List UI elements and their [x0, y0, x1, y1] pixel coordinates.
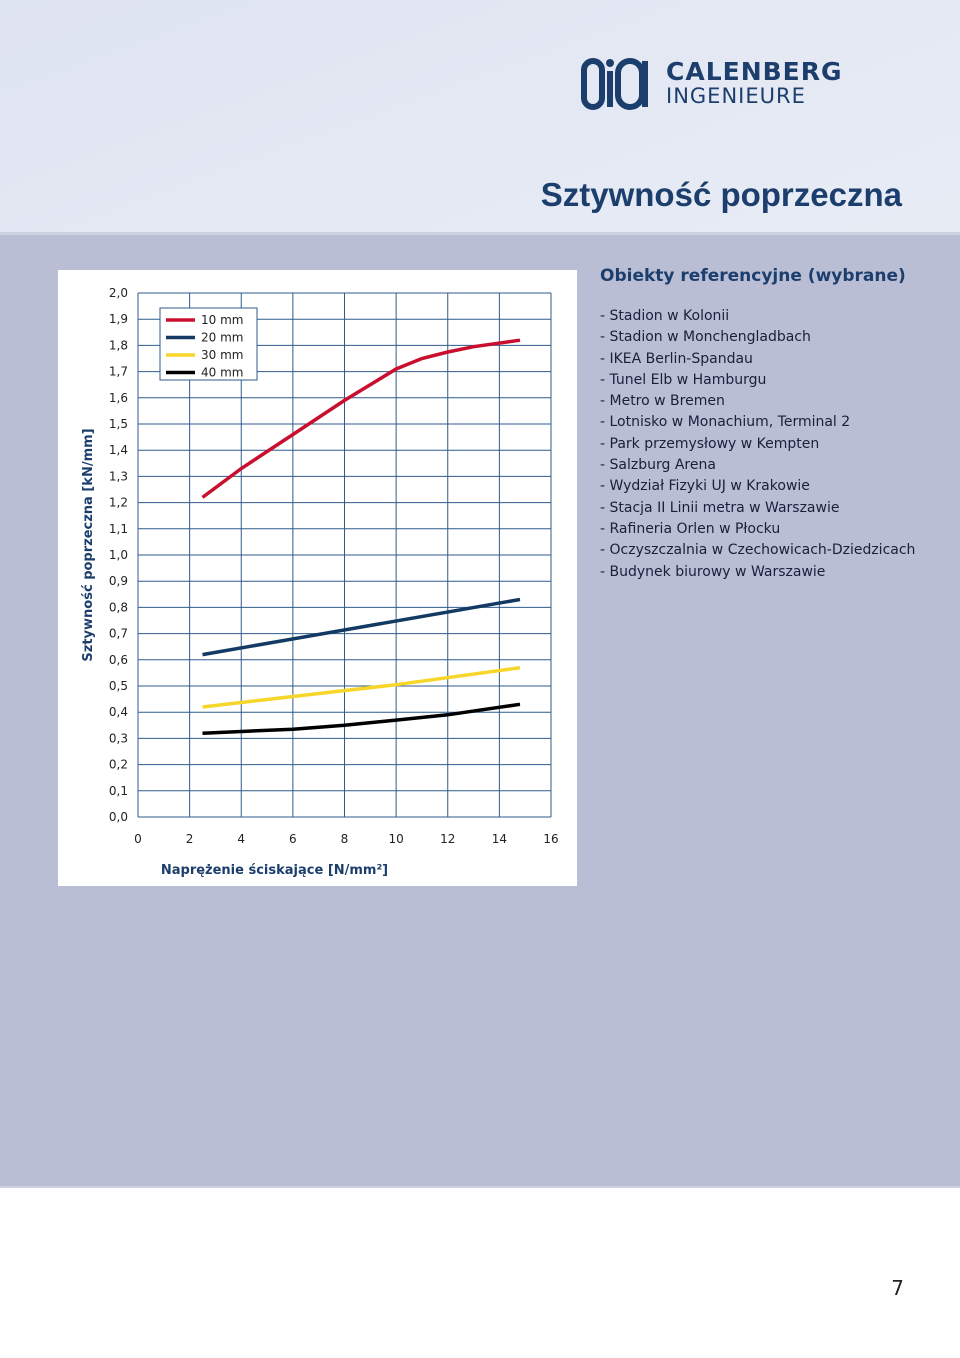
- x-tick-label: 4: [237, 832, 246, 846]
- reference-item: - Lotnisko w Monachium, Terminal 2: [600, 414, 851, 431]
- reference-item: - Wydział Fizyki UJ w Krakowie: [600, 478, 810, 495]
- y-tick-label: 1,6: [108, 390, 128, 405]
- x-tick-label: 10: [388, 832, 404, 846]
- legend-label: 40 mm: [201, 365, 244, 380]
- reference-item: - Tunel Elb w Hamburgu: [600, 371, 767, 388]
- reference-item: - Budynek biurowy w Warszawie: [600, 563, 826, 580]
- chart-panel: [58, 270, 577, 886]
- x-tick-label: 6: [289, 832, 297, 846]
- reference-list: [600, 306, 940, 583]
- reference-projects: [600, 266, 940, 583]
- stiffness-chart: [58, 270, 577, 886]
- reference-item: - Oczyszczalnia w Czechowicach-Dziedzicach: [600, 542, 916, 559]
- reference-title: Obiekty referencyjne (wybrane): [600, 266, 906, 286]
- series-line-40mm: [203, 704, 521, 733]
- page-number: 7: [891, 1276, 904, 1300]
- x-tick-labels: [134, 832, 558, 846]
- y-tick-label: 2,0: [108, 286, 128, 300]
- y-tick-label: 0,1: [108, 783, 128, 798]
- y-tick-label: 1,4: [108, 443, 128, 458]
- x-tick-label: 14: [491, 832, 508, 846]
- y-tick-label: 0,5: [108, 679, 128, 693]
- x-tick-label: 8: [340, 832, 349, 846]
- y-tick-label: 0,0: [108, 810, 128, 824]
- page-header: [0, 0, 960, 232]
- y-tick-label: 0,3: [108, 731, 128, 746]
- brand-name: CALENBERG: [666, 57, 843, 86]
- series-line-30mm: [203, 668, 521, 707]
- legend-label: 10 mm: [201, 313, 244, 327]
- chart-legend: [160, 308, 257, 380]
- y-axis-label: Sztywność poprzeczna [kN/mm]: [81, 428, 96, 662]
- y-tick-label: 0,9: [108, 574, 128, 589]
- y-tick-label: 1,0: [108, 548, 128, 562]
- brand-logo[interactable]: [580, 55, 910, 115]
- reference-item: - Park przemysłowy w Kempten: [600, 435, 820, 452]
- x-tick-label: 2: [185, 832, 194, 846]
- legend-label: 30 mm: [201, 348, 244, 362]
- cip-logo-icon: [580, 55, 660, 115]
- y-tick-label: 1,3: [108, 469, 128, 484]
- y-tick-label: 0,6: [108, 652, 128, 667]
- band-top-edge: [0, 232, 960, 235]
- legend-label: 20 mm: [201, 330, 244, 345]
- y-tick-label: 1,9: [108, 312, 128, 327]
- y-tick-label: 0,8: [108, 600, 128, 615]
- x-tick-label: 16: [543, 832, 559, 846]
- y-tick-label: 0,7: [108, 626, 128, 641]
- reference-item: - Stacja II Linii metra w Warszawie: [600, 499, 840, 516]
- page-footer: [0, 1188, 960, 1358]
- reference-item: - Metro w Bremen: [600, 393, 725, 410]
- y-tick-label: 0,4: [108, 705, 128, 720]
- x-tick-label: 0: [134, 832, 142, 846]
- y-tick-label: 1,5: [108, 417, 128, 431]
- brand-subtitle: INGENIEURE: [666, 84, 806, 108]
- y-tick-label: 1,1: [108, 521, 128, 536]
- reference-item: - Rafineria Orlen w Płocku: [600, 520, 781, 537]
- y-tick-label: 1,2: [108, 495, 128, 510]
- x-axis-label: Naprężenie ściskające [N/mm²]: [160, 863, 389, 878]
- reference-item: - Salzburg Arena: [600, 457, 716, 474]
- reference-item: - Stadion w Kolonii: [600, 308, 730, 324]
- y-tick-labels: [109, 286, 128, 824]
- reference-item: - IKEA Berlin-Spandau: [600, 350, 753, 367]
- y-tick-label: 1,7: [108, 364, 128, 379]
- y-tick-label: 0,2: [108, 757, 128, 772]
- y-tick-label: 1,8: [108, 338, 128, 353]
- x-tick-label: 12: [440, 832, 456, 846]
- reference-item: - Stadion w Monchengladbach: [600, 329, 811, 346]
- page-title: Sztywność poprzeczna: [540, 176, 902, 213]
- chart-series: [203, 340, 521, 733]
